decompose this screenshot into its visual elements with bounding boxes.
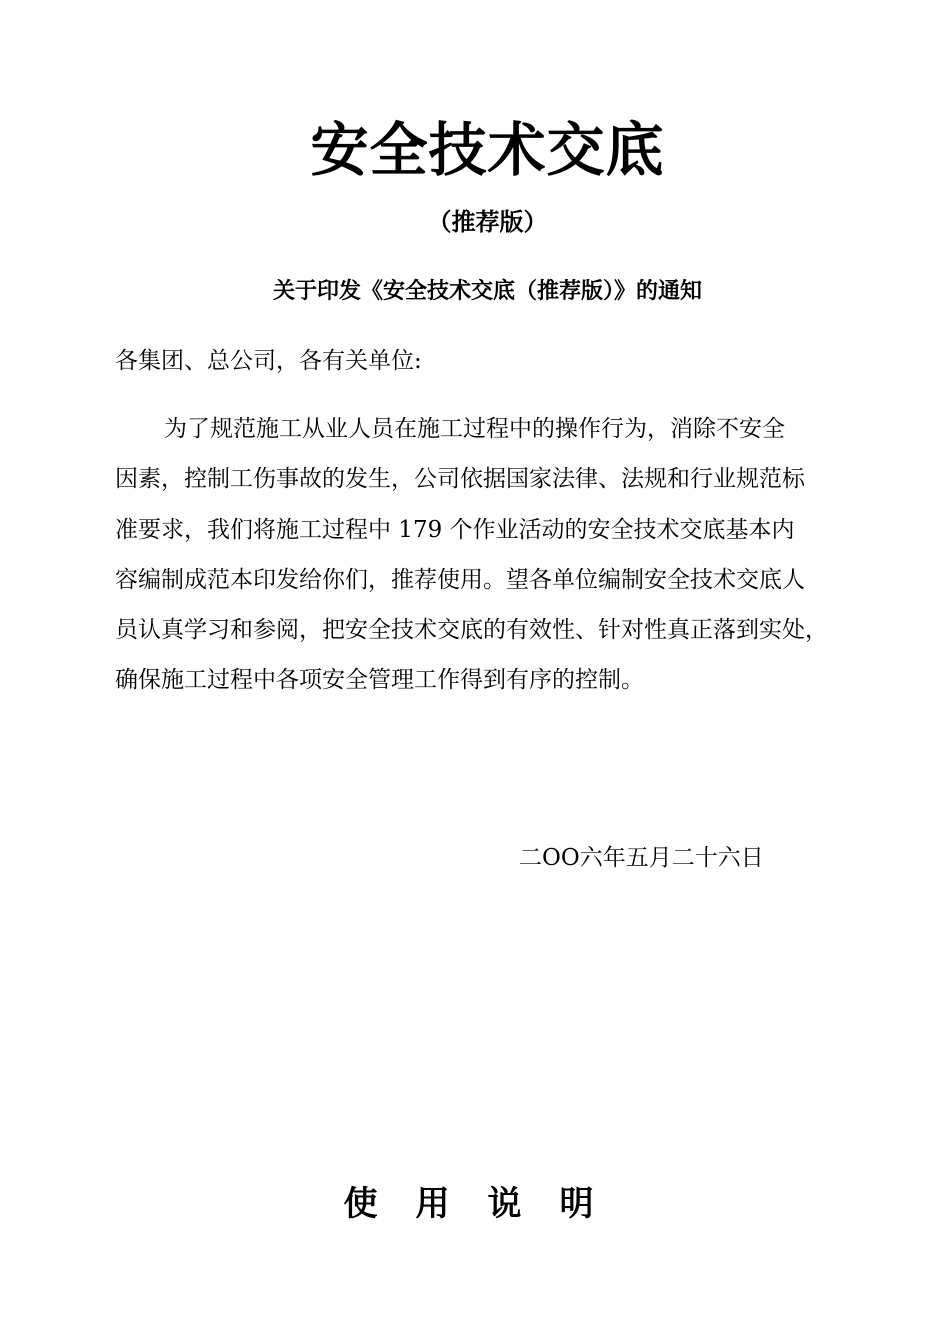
body-line: 员认真学习和参阅，把安全技术交底的有效性、针对性真正落到实处， xyxy=(115,617,828,643)
body-line: 准要求，我们将施工过程中 179 个作业活动的安全技术交底基本内 xyxy=(115,517,795,543)
document-subtitle: （推荐版） xyxy=(427,208,548,236)
body-line: 确保施工过程中各项安全管理工作得到有序的控制。 xyxy=(115,667,644,693)
body-line: 容编制成范本印发给你们，推荐使用。望各单位编制安全技术交底人 xyxy=(115,567,805,593)
notice-title: 关于印发《安全技术交底（推荐版）》的通知 xyxy=(272,279,702,304)
section-title: 使用说明 xyxy=(343,1184,632,1224)
body-line: 为了规范施工从业人员在施工过程中的操作行为，消除不安全 xyxy=(164,416,785,442)
body-line: 因素，控制工伤事故的发生，公司依据国家法律、法规和行业规范标 xyxy=(115,466,805,492)
document-title: 安全技术交底 xyxy=(310,116,665,184)
issue-date: 二OO六年五月二十六日 xyxy=(519,845,764,871)
salutation: 各集团、总公司，各有关单位: xyxy=(115,348,422,374)
